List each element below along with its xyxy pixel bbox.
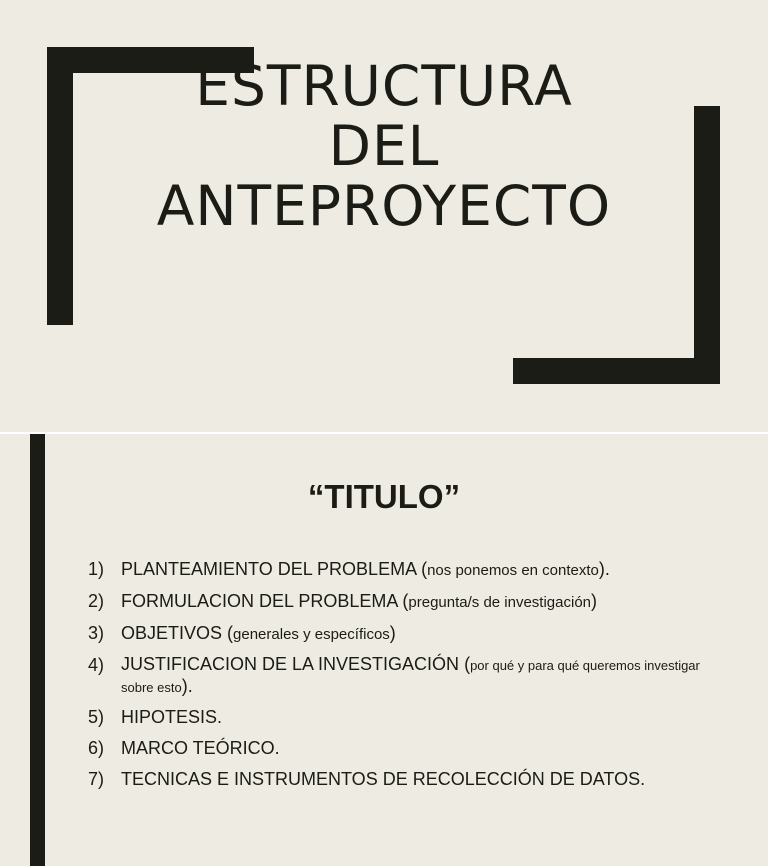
paren-close: ) — [389, 623, 396, 643]
slide-structure-list — [0, 434, 768, 866]
list-item-label: OBJETIVOS — [121, 623, 228, 643]
title-line-3: ANTEPROYECTO — [156, 174, 612, 238]
paren-close: ). — [181, 676, 193, 696]
list-item-label: JUSTIFICACION DE LA INVESTIGACIÓN — [121, 654, 465, 674]
list-item — [88, 590, 708, 614]
slide-title — [0, 0, 768, 432]
list-number: 6) — [88, 738, 105, 758]
list-item — [88, 654, 708, 698]
list-number: 2) — [88, 591, 105, 611]
title-line-1: ESTRUCTURA — [195, 54, 573, 118]
paren-open: ( — [421, 559, 428, 579]
slide-heading: “TITULO” — [307, 478, 461, 515]
list-item-note: generales y específicos — [233, 626, 390, 643]
paren-open: ( — [464, 654, 471, 674]
bracket-bottom-right-horizontal — [513, 358, 720, 384]
bracket-top-left-vertical — [47, 47, 73, 325]
list-item — [88, 768, 708, 791]
list-item-label: MARCO TEÓRICO. — [121, 738, 280, 758]
list-item — [88, 737, 708, 760]
paren-open: ( — [402, 591, 409, 611]
title-line-2: DEL — [328, 114, 440, 178]
list-item-label: TECNICAS E INSTRUMENTOS DE RECOLECCIÓN DE DATOS. — [121, 769, 646, 789]
bracket-bottom-right-vertical — [694, 106, 720, 384]
paren-close: ). — [598, 559, 610, 579]
list-item-note: por qué y para qué queremos investigar sobre esto — [121, 658, 700, 695]
paren-open: ( — [227, 623, 234, 643]
list-number: 7) — [88, 769, 105, 789]
list-number: 1) — [88, 559, 105, 579]
structure-list — [88, 558, 708, 799]
list-item-note: nos ponemos en contexto — [427, 562, 599, 579]
list-item-label: FORMULACION DEL PROBLEMA — [121, 591, 403, 611]
list-item-label: HIPOTESIS. — [121, 707, 223, 727]
list-number: 3) — [88, 623, 105, 643]
list-number: 5) — [88, 707, 105, 727]
list-number: 4) — [88, 655, 105, 675]
paren-close: ) — [591, 591, 598, 611]
list-item — [88, 558, 708, 582]
list-item-note: pregunta/s de investigación — [408, 594, 592, 611]
list-item — [88, 622, 708, 646]
slide-title-text — [100, 56, 668, 236]
list-item — [88, 706, 708, 729]
list-item-label: PLANTEAMIENTO DEL PROBLEMA — [121, 559, 422, 579]
